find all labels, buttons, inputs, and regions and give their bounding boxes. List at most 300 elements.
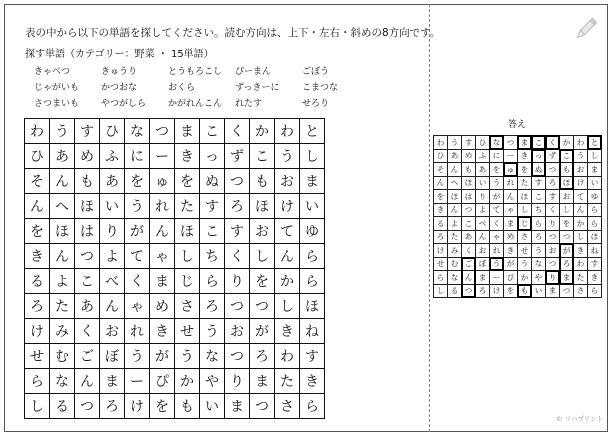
grid-cell: い	[200, 394, 225, 419]
instruction-text: 表の中から以下の単語を探してください。読む方向は、上下・左右・斜めの8方向です。	[25, 27, 441, 39]
answer-cell: ゆ	[588, 190, 602, 204]
answer-cell: り	[476, 190, 490, 204]
grid-cell: わ	[275, 344, 300, 369]
word-list	[34, 66, 362, 111]
grid-cell: き	[275, 319, 300, 344]
answer-cell: ま	[560, 271, 574, 285]
answer-cell: し	[588, 150, 602, 164]
grid-cell: お	[275, 169, 300, 194]
grid-cell: ち	[200, 244, 225, 269]
word-item: きゃべつ	[34, 67, 71, 77]
grid-cell: ま	[300, 169, 325, 194]
grid-cell: な	[50, 369, 75, 394]
grid-cell: よ	[50, 269, 75, 294]
answer-cell: て	[574, 190, 588, 204]
answer-cell: ろ	[546, 177, 560, 191]
grid-cell: ぬ	[200, 169, 225, 194]
grid-cell: ほ	[250, 194, 275, 219]
answer-cell: く	[546, 136, 560, 150]
answer-cell: ら	[434, 271, 448, 285]
grid-cell: っ	[200, 144, 225, 169]
answer-cell: き	[504, 244, 518, 258]
grid-cell: ひ	[100, 119, 125, 144]
grid-cell: く	[75, 319, 100, 344]
grid-cell: け	[25, 319, 50, 344]
answer-cell: み	[448, 244, 462, 258]
grid-cell: ね	[300, 319, 325, 344]
grid-cell: お	[250, 219, 275, 244]
answer-cell: り	[546, 217, 560, 231]
grid-cell: く	[225, 119, 250, 144]
answer-cell: ゃ	[504, 204, 518, 218]
answer-cell: を	[504, 285, 518, 299]
answer-cell: き	[434, 204, 448, 218]
answer-cell: も	[462, 163, 476, 177]
answer-cell: か	[518, 271, 532, 285]
answer-cell: す	[532, 177, 546, 191]
grid-cell: み	[50, 319, 75, 344]
answer-cell: ん	[476, 231, 490, 245]
answer-cell: う	[574, 150, 588, 164]
grid-cell: く	[225, 244, 250, 269]
answer-cell: ら	[532, 217, 546, 231]
grid-cell: し	[300, 144, 325, 169]
grid-cell: つ	[75, 244, 100, 269]
grid-cell: あ	[50, 144, 75, 169]
answer-cell: ほ	[518, 190, 532, 204]
grid-cell: お	[100, 319, 125, 344]
word-item: おくら	[168, 83, 196, 93]
answer-cell: じ	[518, 217, 532, 231]
answer-cell: ぬ	[532, 163, 546, 177]
grid-cell: す	[300, 344, 325, 369]
grid-cell: し	[25, 394, 50, 419]
grid-cell: き	[25, 244, 50, 269]
answer-cell: ろ	[434, 231, 448, 245]
answer-cell: る	[434, 217, 448, 231]
grid-cell: な	[200, 344, 225, 369]
grid-cell: す	[200, 194, 225, 219]
grid-cell: ろ	[25, 294, 50, 319]
grid-cell: ん	[100, 294, 125, 319]
answer-cell: し	[518, 204, 532, 218]
grid-cell: も	[75, 169, 100, 194]
answer-cell: つ	[462, 204, 476, 218]
answer-cell: が	[504, 258, 518, 272]
answer-cell: ろ	[476, 285, 490, 299]
grid-cell: が	[250, 319, 275, 344]
grid-cell: を	[125, 169, 150, 194]
grid-cell: ん	[150, 219, 175, 244]
grid-cell: つ	[150, 119, 175, 144]
grid-cell: る	[50, 394, 75, 419]
grid-cell: ま	[250, 369, 275, 394]
word-item: ずっきーに	[235, 83, 280, 93]
answer-cell: ず	[546, 150, 560, 164]
grid-cell: ご	[75, 344, 100, 369]
answer-cell: く	[490, 217, 504, 231]
answer-cell: な	[448, 271, 462, 285]
word-item: やつがしら	[101, 99, 147, 109]
answer-cell: し	[434, 285, 448, 299]
grid-cell: わ	[25, 119, 50, 144]
word-item: かつおな	[101, 83, 138, 93]
grid-cell: れ	[150, 194, 175, 219]
answer-cell: め	[504, 231, 518, 245]
grid-cell: か	[275, 269, 300, 294]
answer-cell: ー	[490, 271, 504, 285]
grid-cell: ほ	[175, 219, 200, 244]
grid-cell: わ	[275, 119, 300, 144]
answer-cell: こ	[532, 190, 546, 204]
grid-cell: つ	[250, 394, 275, 419]
answer-cell: ま	[504, 217, 518, 231]
answer-cell: あ	[448, 150, 462, 164]
grid-cell: う	[200, 319, 225, 344]
word-item: ごぼう	[302, 67, 330, 77]
grid-cell: か	[175, 369, 200, 394]
grid-cell: ゅ	[150, 169, 175, 194]
grid-cell: ほ	[50, 219, 75, 244]
grid-cell: ろ	[200, 294, 225, 319]
pencil-icon	[573, 16, 599, 42]
answer-cell: く	[462, 244, 476, 258]
grid-cell: す	[225, 219, 250, 244]
answer-cell: む	[448, 258, 462, 272]
answer-cell: お	[476, 244, 490, 258]
grid-cell: つ	[225, 344, 250, 369]
grid-cell: ほ	[75, 194, 100, 219]
answer-cell: ん	[448, 163, 462, 177]
answer-cell: き	[574, 244, 588, 258]
word-item: こまつな	[302, 83, 339, 93]
answer-cell: を	[490, 163, 504, 177]
answer-cell: ほ	[588, 231, 602, 245]
answer-cell: け	[574, 177, 588, 191]
answer-cell: た	[574, 271, 588, 285]
answer-cell: つ	[560, 231, 574, 245]
grid-cell: く	[125, 269, 150, 294]
answer-cell: す	[588, 258, 602, 272]
grid-cell: ん	[275, 244, 300, 269]
answer-cell: ご	[462, 258, 476, 272]
answer-cell: つ	[546, 163, 560, 177]
answer-cell: こ	[560, 150, 574, 164]
grid-cell: や	[200, 369, 225, 394]
grid-cell: あ	[100, 169, 125, 194]
answer-cell: け	[490, 285, 504, 299]
grid-cell: じ	[175, 269, 200, 294]
grid-cell: そ	[25, 169, 50, 194]
grid-cell: ひ	[25, 144, 50, 169]
answer-cell: ん	[504, 190, 518, 204]
answer-cell: せ	[518, 244, 532, 258]
grid-cell: も	[250, 169, 275, 194]
answer-cell: た	[518, 177, 532, 191]
answer-cell: ほ	[560, 177, 574, 191]
word-item: れたす	[235, 99, 263, 109]
grid-cell: ふ	[100, 144, 125, 169]
answer-cell: つ	[462, 285, 476, 299]
answer-cell: い	[532, 285, 546, 299]
grid-cell: し	[250, 244, 275, 269]
answer-cell: い	[476, 177, 490, 191]
answer-cell: き	[518, 150, 532, 164]
answer-cell: も	[560, 163, 574, 177]
answer-cell: が	[560, 244, 574, 258]
grid-cell: め	[150, 294, 175, 319]
answer-cell: ほ	[462, 177, 476, 191]
grid-cell: ゆ	[300, 219, 325, 244]
answer-cell: す	[462, 136, 476, 150]
answer-cell: ー	[504, 150, 518, 164]
grid-cell: ー	[125, 369, 150, 394]
grid-cell: さ	[275, 394, 300, 419]
answer-cell: う	[490, 177, 504, 191]
answer-cell: を	[434, 190, 448, 204]
grid-cell: つ	[250, 294, 275, 319]
answer-cell: ら	[588, 217, 602, 231]
grid-cell: い	[100, 194, 125, 219]
grid-cell: ま	[225, 394, 250, 419]
answer-cell: よ	[476, 204, 490, 218]
answer-cell: た	[448, 231, 462, 245]
answer-cell: お	[574, 163, 588, 177]
grid-cell: ぼ	[100, 344, 125, 369]
grid-cell: ず	[225, 144, 250, 169]
grid-cell: こ	[200, 219, 225, 244]
grid-cell: こ	[75, 269, 100, 294]
answer-cell: つ	[546, 258, 560, 272]
grid-cell: け	[125, 394, 150, 419]
grid-cell: つ	[75, 394, 100, 419]
answer-cell: か	[560, 136, 574, 150]
grid-cell: ゃ	[125, 294, 150, 319]
grid-cell: が	[150, 344, 175, 369]
word-item: かがれんこん	[168, 99, 223, 109]
answer-cell: れ	[504, 177, 518, 191]
answer-cell: ま	[588, 163, 602, 177]
answer-cell: は	[462, 190, 476, 204]
grid-cell: を	[25, 219, 50, 244]
puzzle-grid	[24, 118, 325, 419]
answer-cell: こ	[532, 136, 546, 150]
grid-cell: る	[25, 269, 50, 294]
answer-cell: て	[490, 204, 504, 218]
answer-cell: う	[532, 244, 546, 258]
grid-cell: ら	[200, 269, 225, 294]
grid-cell: ら	[300, 244, 325, 269]
answer-cell: く	[546, 204, 560, 218]
grid-cell: り	[225, 269, 250, 294]
grid-cell: お	[225, 319, 250, 344]
cut-line	[429, 4, 430, 432]
answer-cell: ん	[434, 177, 448, 191]
grid-cell: て	[275, 219, 300, 244]
grid-cell: い	[300, 194, 325, 219]
grid-cell: に	[125, 144, 150, 169]
answer-cell: ん	[462, 271, 476, 285]
answer-cell: ま	[476, 271, 490, 285]
grid-cell: せ	[175, 319, 200, 344]
answer-cell: や	[532, 271, 546, 285]
grid-cell: し	[275, 294, 300, 319]
answer-cell: あ	[462, 231, 476, 245]
answer-cell: ぼ	[476, 258, 490, 272]
grid-cell: ほ	[300, 294, 325, 319]
grid-cell: め	[75, 144, 100, 169]
grid-cell: す	[75, 119, 100, 144]
grid-cell: む	[50, 344, 75, 369]
answer-cell: に	[490, 150, 504, 164]
grid-cell: う	[125, 194, 150, 219]
grid-cell: へ	[50, 194, 75, 219]
answer-cell: つ	[546, 231, 560, 245]
answer-cell: ら	[588, 285, 602, 299]
grid-cell: り	[225, 369, 250, 394]
grid-cell: な	[125, 119, 150, 144]
answer-cell: う	[448, 136, 462, 150]
answer-cell: が	[490, 190, 504, 204]
word-item: せろり	[302, 99, 330, 109]
grid-cell: う	[175, 344, 200, 369]
answer-cell: こ	[462, 217, 476, 231]
grid-cell: は	[75, 219, 100, 244]
answer-cell: ゃ	[490, 231, 504, 245]
grid-cell: う	[275, 144, 300, 169]
grid-cell: た	[50, 294, 75, 319]
answer-cell: ゅ	[504, 163, 518, 177]
grid-cell: れ	[125, 319, 150, 344]
answer-cell: う	[490, 258, 504, 272]
answer-cell: よ	[448, 217, 462, 231]
answer-cell: つ	[504, 136, 518, 150]
answer-cell: そ	[434, 163, 448, 177]
answer-cell: ひ	[434, 150, 448, 164]
answer-cell: ら	[588, 204, 602, 218]
grid-cell: う	[50, 119, 75, 144]
grid-cell: ん	[50, 169, 75, 194]
grid-cell: こ	[200, 119, 225, 144]
answer-grid	[433, 135, 602, 298]
grid-cell: た	[175, 194, 200, 219]
answer-cell: う	[518, 258, 532, 272]
answer-cell: も	[518, 285, 532, 299]
grid-cell: あ	[75, 294, 100, 319]
grid-cell: き	[300, 369, 325, 394]
answer-cell: ろ	[560, 258, 574, 272]
grid-cell: と	[300, 119, 325, 144]
answer-cell: さ	[518, 231, 532, 245]
answer-cell: ま	[518, 136, 532, 150]
answer-cell: ろ	[532, 231, 546, 245]
answer-cell: す	[546, 190, 560, 204]
copyright: © リハプリント	[556, 415, 604, 423]
grid-cell: て	[125, 244, 150, 269]
answer-cell: い	[588, 177, 602, 191]
answer-cell: き	[588, 271, 602, 285]
grid-cell: ま	[150, 269, 175, 294]
answer-cell: を	[560, 217, 574, 231]
grid-cell: を	[250, 269, 275, 294]
grid-cell: ろ	[100, 394, 125, 419]
answer-cell: し	[560, 204, 574, 218]
word-list-title: 探す単語（カテゴリー：野菜 ・ 15単語）	[25, 49, 214, 60]
grid-cell: ま	[100, 369, 125, 394]
answer-cell: ぴ	[504, 271, 518, 285]
answer-cell: ち	[532, 204, 546, 218]
grid-cell: ぴ	[150, 369, 175, 394]
answer-cell: わ	[574, 136, 588, 150]
word-item: ぴーまん	[235, 67, 272, 77]
grid-cell: こ	[250, 144, 275, 169]
grid-cell: し	[175, 244, 200, 269]
grid-cell: つ	[225, 294, 250, 319]
answer-cell: ね	[588, 244, 602, 258]
grid-cell: ん	[75, 369, 100, 394]
answer-cell: ま	[546, 285, 560, 299]
answer-cell: わ	[574, 258, 588, 272]
answer-cell: を	[518, 163, 532, 177]
grid-cell: つ	[225, 169, 250, 194]
answer-cell: ん	[448, 204, 462, 218]
grid-cell: せ	[25, 344, 50, 369]
grid-cell: ん	[50, 244, 75, 269]
grid-cell: ら	[300, 269, 325, 294]
answer-cell: さ	[574, 285, 588, 299]
word-item: きゅうり	[101, 67, 138, 77]
answer-cell: か	[574, 217, 588, 231]
grid-cell: べ	[100, 269, 125, 294]
grid-cell: か	[250, 119, 275, 144]
grid-cell: ら	[300, 394, 325, 419]
answer-cell: ん	[574, 204, 588, 218]
grid-cell: ろ	[250, 344, 275, 369]
grid-cell: た	[275, 369, 300, 394]
grid-cell: り	[100, 219, 125, 244]
answer-cell: な	[490, 136, 504, 150]
answer-cell: し	[574, 231, 588, 245]
answer-cell: ふ	[476, 150, 490, 164]
word-item: じゃがいも	[34, 83, 80, 93]
grid-cell: を	[150, 394, 175, 419]
answer-title: 答え	[508, 120, 527, 130]
answer-cell: な	[532, 258, 546, 272]
answer-cell: お	[546, 244, 560, 258]
word-item: さつまいも	[34, 99, 80, 109]
answer-cell: と	[588, 136, 602, 150]
grid-cell: よ	[100, 244, 125, 269]
grid-cell: ん	[25, 194, 50, 219]
answer-cell: ほ	[448, 190, 462, 204]
grid-cell: き	[150, 319, 175, 344]
grid-cell: も	[175, 394, 200, 419]
grid-cell: ら	[25, 369, 50, 394]
grid-cell: ろ	[225, 194, 250, 219]
grid-cell: ー	[150, 144, 175, 169]
grid-cell: け	[275, 194, 300, 219]
grid-cell: う	[125, 344, 150, 369]
answer-cell: べ	[476, 217, 490, 231]
grid-cell: ゃ	[150, 244, 175, 269]
answer-cell: れ	[490, 244, 504, 258]
answer-cell: お	[560, 190, 574, 204]
answer-cell: め	[462, 150, 476, 164]
answer-cell: る	[448, 285, 462, 299]
grid-cell: ま	[175, 119, 200, 144]
grid-cell: き	[175, 144, 200, 169]
grid-cell: が	[125, 219, 150, 244]
